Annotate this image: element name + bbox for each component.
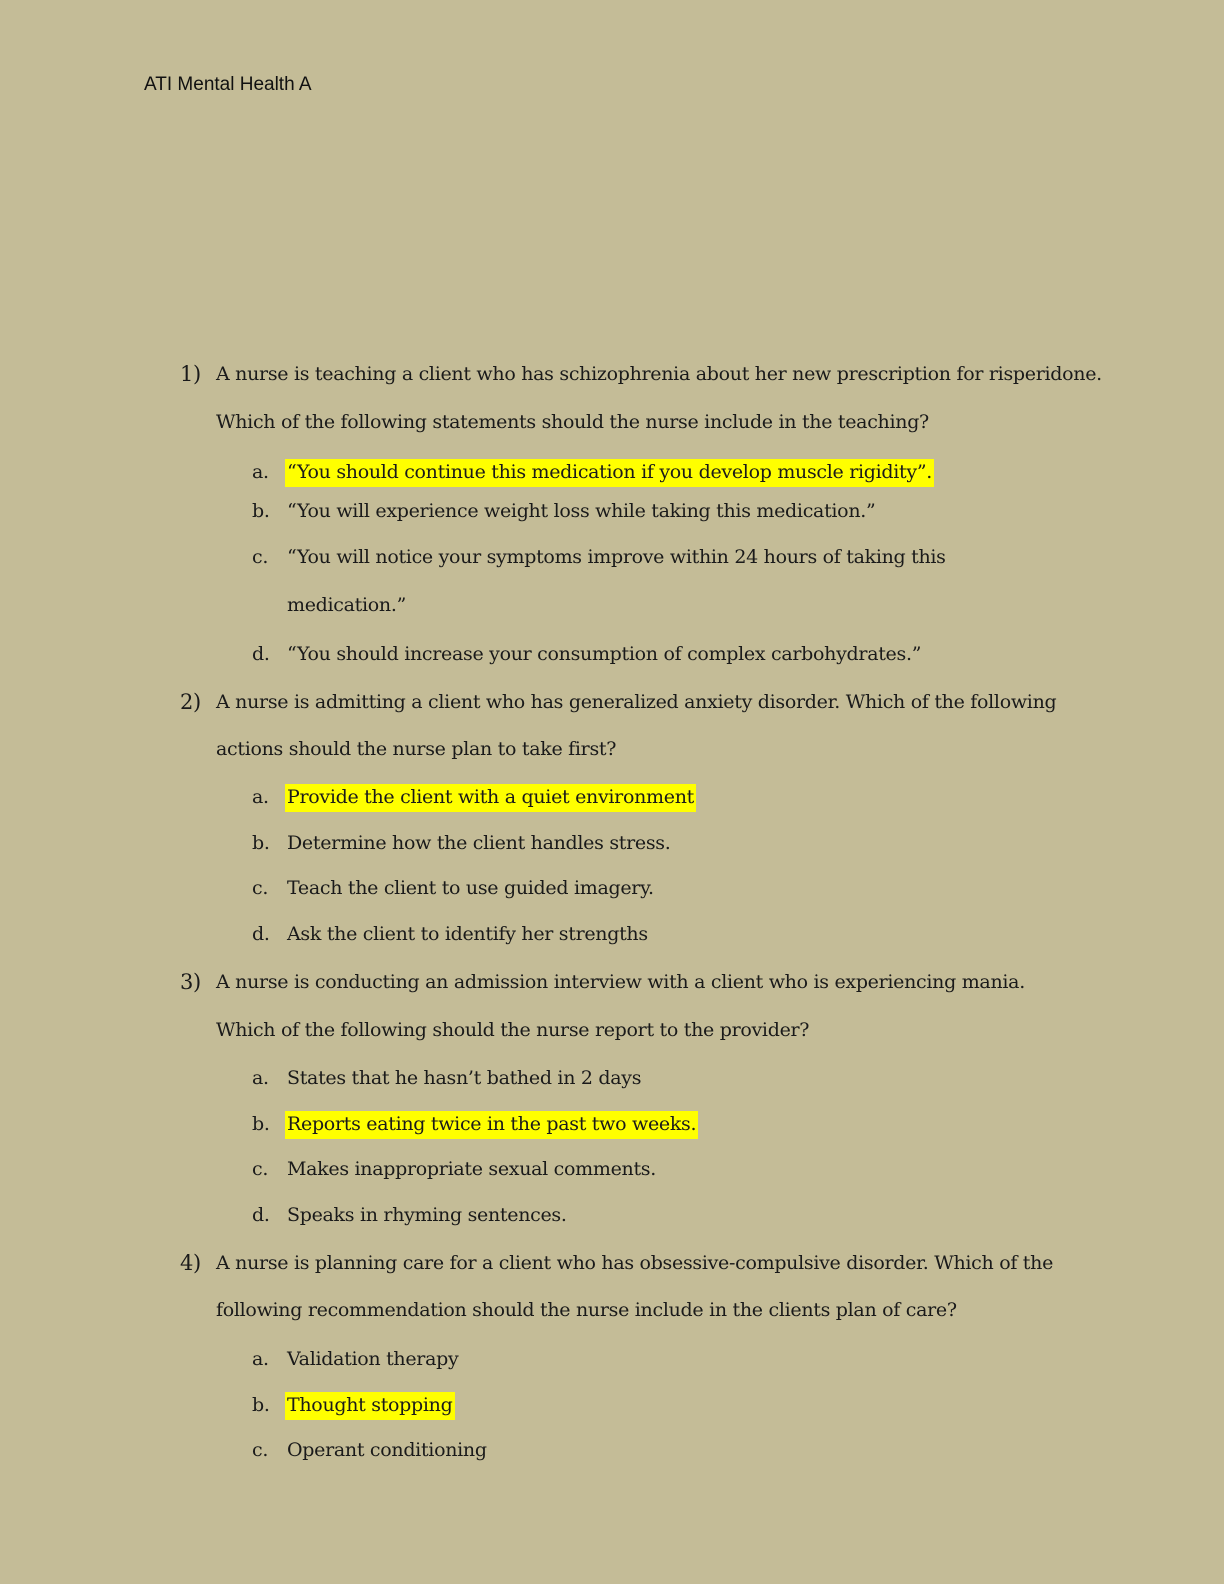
option-text-highlighted: “You should continue this medication if you develop muscle rigidity”. <box>285 459 934 487</box>
option-text: Operant conditioning <box>287 1439 487 1461</box>
option-text: Speaks in rhyming sentences. <box>287 1204 567 1226</box>
question-number: 4) <box>180 1251 201 1275</box>
option-text: “You should increase your consumption of complex carbohydrates.” <box>287 643 922 665</box>
option-letter: a. <box>252 1067 269 1089</box>
question-text-line: A nurse is conducting an admission interview with a client who is experiencing mania. <box>216 971 1025 993</box>
question-text-line: actions should the nurse plan to take first? <box>216 738 617 760</box>
option-text: Determine how the client handles stress. <box>287 832 671 854</box>
option-letter: c. <box>252 1158 269 1180</box>
question-text-line: following recommendation should the nurse include in the clients plan of care? <box>216 1299 957 1321</box>
question-number: 2) <box>180 690 201 714</box>
option-letter: b. <box>252 1113 270 1135</box>
option-text-highlighted: Reports eating twice in the past two weeks. <box>285 1111 698 1139</box>
option-letter: b. <box>252 1394 270 1416</box>
option-text: “You will experience weight loss while taking this medication.” <box>287 500 876 522</box>
option-letter: a. <box>252 786 269 808</box>
option-text: Makes inappropriate sexual comments. <box>287 1158 656 1180</box>
option-letter: b. <box>252 832 270 854</box>
option-letter: a. <box>252 461 269 483</box>
option-text: States that he hasn’t bathed in 2 days <box>287 1067 642 1089</box>
option-letter: d. <box>252 1204 270 1226</box>
option-text: Teach the client to use guided imagery. <box>287 877 654 899</box>
option-text: “You will notice your symptoms improve within 24 hours of taking this <box>287 546 946 568</box>
option-letter: b. <box>252 500 270 522</box>
question-number: 3) <box>180 970 201 994</box>
page-header-title: ATI Mental Health A <box>144 74 312 95</box>
question-number: 1) <box>180 362 201 386</box>
option-letter: c. <box>252 1439 269 1461</box>
question-text-line: A nurse is admitting a client who has generalized anxiety disorder. Which of the following <box>216 691 1057 713</box>
question-text-line: A nurse is teaching a client who has schizophrenia about her new prescription for risperidone. <box>216 363 1102 385</box>
question-text-line: Which of the following should the nurse report to the provider? <box>216 1019 810 1041</box>
question-text-line: A nurse is planning care for a client who has obsessive-compulsive disorder. Which of the <box>216 1252 1054 1274</box>
option-text: Ask the client to identify her strengths <box>287 923 648 945</box>
question-text-line: Which of the following statements should the nurse include in the teaching? <box>216 411 929 433</box>
option-text-highlighted: Thought stopping <box>285 1392 455 1420</box>
option-letter: d. <box>252 643 270 665</box>
option-letter: d. <box>252 923 270 945</box>
option-text: medication.” <box>287 594 407 616</box>
option-letter: c. <box>252 877 269 899</box>
option-letter: a. <box>252 1348 269 1370</box>
option-text-highlighted: Provide the client with a quiet environment <box>285 784 696 812</box>
option-text: Validation therapy <box>287 1348 459 1370</box>
option-letter: c. <box>252 546 269 568</box>
